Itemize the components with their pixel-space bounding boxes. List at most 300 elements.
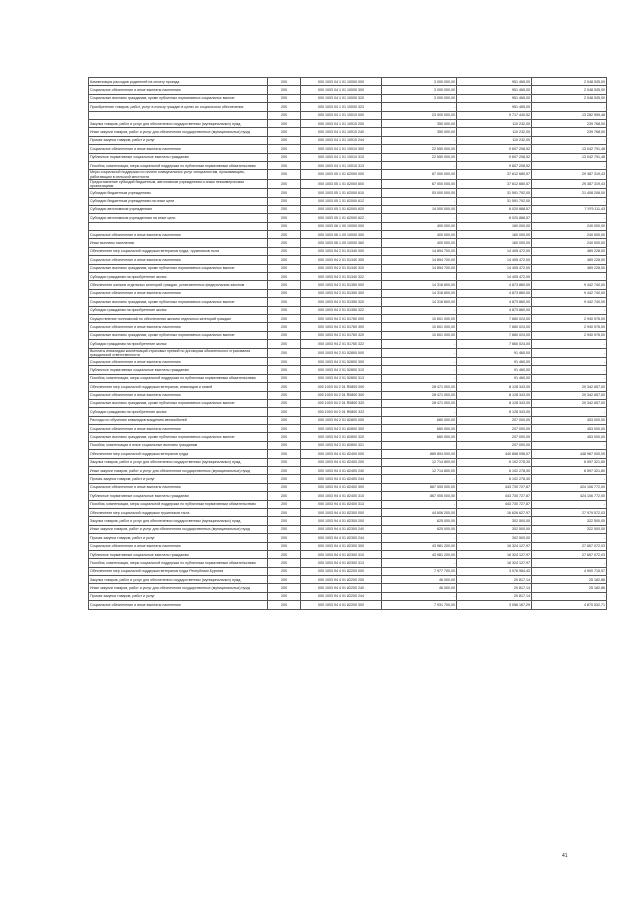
row-code: 200 — [268, 467, 301, 475]
row-assigned: - — [382, 592, 457, 600]
row-code: 200 — [268, 348, 301, 357]
row-code: 200 — [268, 559, 301, 567]
row-assigned: 14 316 600,00 — [382, 289, 457, 297]
row-code: 200 — [268, 475, 301, 483]
row-remaining: - — [532, 161, 607, 169]
table-row — [89, 306, 607, 314]
row-kbk: 000 1003 05 1 01 62000 000 — [301, 170, 382, 179]
row-code: 200 — [268, 119, 301, 127]
table-row — [89, 331, 607, 339]
row-assigned: 660 000,00 — [382, 416, 457, 424]
row-kbk: 000 1003 94 4 01 82400 000 — [301, 450, 382, 458]
row-executed: 3 076 984,43 — [457, 567, 532, 575]
row-name: Субсидии автономным учреждениям на иные цели — [89, 214, 268, 222]
row-kbk: 000 1003 94 4 01 82300 300 — [301, 542, 382, 550]
row-code: 200 — [268, 145, 301, 153]
row-kbk: 000 1003 94 4 01 82400 313 — [301, 500, 382, 508]
row-assigned: - — [382, 136, 457, 144]
row-code: 200 — [268, 197, 301, 205]
row-name: Социальные выплаты гражданам, кроме публичных нормативных социальных выплат — [89, 331, 268, 339]
row-assigned: - — [382, 475, 457, 483]
table-row — [89, 492, 607, 500]
row-remaining: - — [532, 592, 607, 600]
row-name: Социальное обеспечение и иные выплаты населению — [89, 391, 268, 399]
row-kbk: 000 1003 05 1 01 62000 622 — [301, 214, 382, 222]
row-code: 200 — [268, 416, 301, 424]
row-assigned: - — [382, 534, 457, 542]
row-kbk: 000 1003 94 4 01 82400 240 — [301, 467, 382, 475]
table-row — [89, 576, 607, 584]
row-executed: 8 128 343,00 — [457, 391, 532, 399]
table-row — [89, 273, 607, 281]
row-assigned: 14 894 700,00 — [382, 256, 457, 264]
row-code: 200 — [268, 441, 301, 449]
row-remaining: - — [532, 374, 607, 382]
row-remaining: 2 940 976,00 — [532, 331, 607, 339]
row-code: 200 — [268, 500, 301, 508]
table-row — [89, 170, 607, 179]
row-name: Выплаты инвалидам компенсаций страховых премий по договорам обязательного страхования гражданской ответственности — [89, 348, 268, 357]
row-assigned: 867 005 000,00 — [382, 483, 457, 491]
table-row — [89, 391, 607, 399]
row-executed: 207 000,00 — [457, 441, 532, 449]
table-row — [89, 567, 607, 575]
row-remaining: 489 228,00 — [532, 247, 607, 255]
row-remaining: 453 000,00 — [532, 425, 607, 433]
row-executed: 31 591 792,00 — [457, 189, 532, 197]
row-name: Субсидии гражданам на приобретение жилья — [89, 306, 268, 314]
row-kbk: 000 1003 94 4 01 82400 300 — [301, 483, 382, 491]
row-remaining: 489 228,00 — [532, 264, 607, 272]
row-executed: 4 873 860,00 — [457, 281, 532, 289]
row-executed: 14 405 472,00 — [457, 273, 532, 281]
row-name: Публичные нормативные социальные выплаты гражданам — [89, 153, 268, 161]
row-assigned: 28 471 000,00 — [382, 391, 457, 399]
row-name: Закупка товаров, работ и услуг для обеспечения государственных (муниципальных) нужд — [89, 458, 268, 466]
row-kbk: 000 1003 94 2 01 51340 000 — [301, 247, 382, 255]
row-executed: 9 607 208,52 — [457, 161, 532, 169]
row-remaining: - — [532, 357, 607, 365]
row-code: 200 — [268, 450, 301, 458]
row-name: Публичные нормативные социальные выплаты гражданам — [89, 366, 268, 374]
row-assigned: 889 894 000,00 — [382, 450, 457, 458]
row-assigned: - — [382, 500, 457, 508]
table-row — [89, 550, 607, 558]
row-executed: 6 102 278,30 — [457, 475, 532, 483]
row-kbk: 000 1003 94 2 01 51350 000 — [301, 281, 382, 289]
row-remaining: 6 597 321,80 — [532, 467, 607, 475]
row-name: Обеспечение жильем отдельных категорий граждан, установленных федеральным законом — [89, 281, 268, 289]
row-executed: 207 000,00 — [457, 416, 532, 424]
row-executed: 110 232,00 — [457, 128, 532, 136]
row-assigned: 3 000 000,00 — [382, 86, 457, 94]
row-name: Расходы по обучению инвалидов вождению автомобилей — [89, 416, 268, 424]
row-name: Прочая закупка товаров, работ и услуг — [89, 534, 268, 542]
row-name: Меры социальной поддержки по оплате коммунальных услуг специалистам, проживающим, работающим в сельской местности — [89, 170, 268, 179]
row-executed: 14 405 472,00 — [457, 256, 532, 264]
row-remaining: 2 048 535,00 — [532, 78, 607, 86]
row-code: 200 — [268, 366, 301, 374]
row-remaining: - — [532, 340, 607, 348]
row-assigned: 23 000 000,00 — [382, 111, 457, 119]
row-kbk: 000 1003 94 4 01 82300 000 — [301, 508, 382, 516]
row-kbk: 000 1003 04 1 01 10000 323 — [301, 103, 382, 111]
row-assigned: 12 714 800,00 — [382, 467, 457, 475]
row-remaining: 240 000,00 — [532, 239, 607, 247]
row-executed: 443 730 727,87 — [457, 483, 532, 491]
table-row — [89, 592, 607, 600]
row-code: 200 — [268, 103, 301, 111]
row-name: Социальное обеспечение и иные выплаты населению — [89, 323, 268, 331]
table-row — [89, 416, 607, 424]
row-assigned: 400 000,00 — [382, 222, 457, 230]
row-name: Социальное обеспечение и иные выплаты населению — [89, 145, 268, 153]
row-name: Пособия, компенсации, меры социальной поддержки по публичным нормативным обязательствам — [89, 374, 268, 382]
row-assigned: 400 000,00 — [382, 239, 457, 247]
row-kbk: 000 1003 94 2 01 82800 321 — [301, 441, 382, 449]
row-assigned: 67 000 000,00 — [382, 179, 457, 188]
table-row — [89, 111, 607, 119]
row-remaining: 13 042 791,48 — [532, 153, 607, 161]
row-remaining: 29 387 319,43 — [532, 170, 607, 179]
row-code: 200 — [268, 273, 301, 281]
row-name: Субсидии гражданам на приобретение жилья — [89, 273, 268, 281]
table-row — [89, 517, 607, 525]
row-executed: 160 000,00 — [457, 231, 532, 239]
row-remaining: 2 048 535,00 — [532, 94, 607, 102]
table-row — [89, 467, 607, 475]
row-code: 200 — [268, 391, 301, 399]
row-kbk: 000 1003 04 1 01 10010 244 — [301, 136, 382, 144]
row-kbk: 000 1003 04 1 01 10010 240 — [301, 128, 382, 136]
table-row — [89, 348, 607, 357]
table-row — [89, 298, 607, 306]
row-name: Закупка товаров, работ и услуг для обеспечения государственных (муниципальных) нужд — [89, 576, 268, 584]
table-row — [89, 542, 607, 550]
row-name: Социальное обеспечение и иные выплаты населению — [89, 86, 268, 94]
row-remaining: 4 875 532,71 — [532, 601, 607, 609]
row-kbk: 000 1003 94 2 01 52800 313 — [301, 374, 382, 382]
row-code: 200 — [268, 214, 301, 222]
row-name: Субсидии бюджетным учреждениям — [89, 189, 268, 197]
row-assigned: - — [382, 348, 457, 357]
row-kbk: 000 1003 04 1 01 10010 200 — [301, 119, 382, 127]
table-row — [89, 119, 607, 127]
row-code: 200 — [268, 525, 301, 533]
row-assigned: - — [382, 408, 457, 416]
row-name: Иные закупки товаров, работ и услуг для обеспечения государственных (муниципальных) нужд — [89, 128, 268, 136]
row-code: 200 — [268, 550, 301, 558]
row-executed: 302 500,00 — [457, 525, 532, 533]
row-remaining: - — [532, 534, 607, 542]
row-executed: 160 000,00 — [457, 222, 532, 230]
row-executed: 207 000,00 — [457, 433, 532, 441]
row-code: 200 — [268, 153, 301, 161]
table-row — [89, 475, 607, 483]
table-row — [89, 559, 607, 567]
row-kbk: 000 1003 94 4 01 82200 300 — [301, 601, 382, 609]
row-kbk: 000 1003 94 4 01 82200 244 — [301, 592, 382, 600]
table-row — [89, 197, 607, 205]
row-code: 200 — [268, 584, 301, 592]
row-executed: 91 460,00 — [457, 357, 532, 365]
row-name: Компенсация расходов родителей на оплату проезда — [89, 78, 268, 86]
row-executed: 14 405 472,00 — [457, 247, 532, 255]
row-name: Публичные нормативные социальные выплаты гражданам — [89, 492, 268, 500]
row-name: Социальное обеспечение и иные выплаты населению — [89, 542, 268, 550]
row-remaining: 2 940 976,00 — [532, 314, 607, 322]
row-executed: 4 873 860,00 — [457, 306, 532, 314]
table-row — [89, 408, 607, 416]
row-remaining: 13 042 791,48 — [532, 145, 607, 153]
row-executed: 6 020 888,57 — [457, 205, 532, 213]
row-kbk: 000 1003 05 1 01 62000 610 — [301, 189, 382, 197]
row-remaining: 27 657 072,03 — [532, 550, 607, 558]
row-assigned: 43 981 200,00 — [382, 542, 457, 550]
row-executed: 110 232,00 — [457, 119, 532, 127]
row-kbk: 000 1003 04 1 01 10010 313 — [301, 161, 382, 169]
table-row — [89, 161, 607, 169]
row-assigned: 43 981 200,00 — [382, 550, 457, 558]
row-name: Социальные выплаты гражданам, кроме публичных нормативных социальных выплат — [89, 264, 268, 272]
table-row — [89, 374, 607, 382]
row-kbk: 000 1003 94 4 01 82400 244 — [301, 475, 382, 483]
row-executed: 8 128 343,00 — [457, 383, 532, 391]
row-name: Социальное обеспечение и иные выплаты населению — [89, 357, 268, 365]
row-remaining: - — [532, 500, 607, 508]
row-assigned: 867 005 000,00 — [382, 492, 457, 500]
row-remaining: 6 597 321,80 — [532, 458, 607, 466]
row-kbk: 000 1003 94 4 01 82400 310 — [301, 492, 382, 500]
row-assigned: 14 316 600,00 — [382, 298, 457, 306]
row-code: 200 — [268, 94, 301, 102]
row-executed: 91 460,00 — [457, 348, 532, 357]
table-row — [89, 601, 607, 609]
row-executed: 16 626 627,97 — [457, 508, 532, 516]
row-assigned: 14 894 700,00 — [382, 247, 457, 255]
row-code: 200 — [268, 425, 301, 433]
row-assigned: - — [382, 103, 457, 111]
row-executed: 9 607 208,52 — [457, 153, 532, 161]
row-code: 200 — [268, 408, 301, 416]
table-row — [89, 366, 607, 374]
row-kbk: 000 1003 94 4 01 82200 200 — [301, 576, 382, 584]
row-assigned: 14 894 700,00 — [382, 264, 457, 272]
row-kbk: 000 1003 94 2 01 82800 320 — [301, 433, 382, 441]
table-row — [89, 458, 607, 466]
row-name: Прочая закупка товаров, работ и услуг — [89, 592, 268, 600]
row-kbk: 000 1003 94 2 01 52800 300 — [301, 357, 382, 365]
row-name: Пособия, компенсации и иные социальные выплаты гражданам — [89, 441, 268, 449]
row-kbk: 000 1003 94 2 01 52800 310 — [301, 366, 382, 374]
row-name: Субсидии гражданам на приобретение жилья — [89, 408, 268, 416]
row-remaining: 453 000,00 — [532, 433, 607, 441]
row-assigned: - — [382, 366, 457, 374]
row-assigned: 28 471 000,00 — [382, 383, 457, 391]
row-assigned: 46 000,00 — [382, 584, 457, 592]
row-remaining: 240 000,00 — [532, 222, 607, 230]
row-kbk: 000 1003 04 1 01 10010 310 — [301, 153, 382, 161]
table-row — [89, 383, 607, 391]
row-kbk: 000 1003 94 4 01 82300 244 — [301, 534, 382, 542]
table-row — [89, 231, 607, 239]
row-assigned: 400 000,00 — [382, 231, 457, 239]
row-name: Субсидии автономным учреждениям — [89, 205, 268, 213]
row-executed: 160 000,00 — [457, 239, 532, 247]
row-kbk: 000 1003 94 4 01 82400 200 — [301, 458, 382, 466]
row-executed: 16 324 127,97 — [457, 550, 532, 558]
row-code: 200 — [268, 128, 301, 136]
row-kbk: 000 1003 94 2 01 51760 320 — [301, 331, 382, 339]
table-row — [89, 205, 607, 213]
table-row — [89, 247, 607, 255]
row-name: Осуществление полномочий по обеспечению жильем отдельных категорий граждан — [89, 314, 268, 322]
table-row — [89, 441, 607, 449]
row-code: 200 — [268, 170, 301, 179]
row-executed: 302 500,00 — [457, 517, 532, 525]
row-kbk: 000 1003 94 2 01 R0800 320 — [301, 399, 382, 407]
row-assigned: 10 601 000,00 — [382, 331, 457, 339]
row-code: 200 — [268, 189, 301, 197]
row-executed: 7 660 024,00 — [457, 331, 532, 339]
row-code: 200 — [268, 78, 301, 86]
table-row — [89, 239, 607, 247]
row-name: Социальные выплаты гражданам, кроме публичных нормативных социальных выплат — [89, 433, 268, 441]
row-remaining: - — [532, 559, 607, 567]
row-remaining: - — [532, 103, 607, 111]
row-executed: 6 102 278,30 — [457, 458, 532, 466]
row-name: Закупка товаров, работ и услуг для обеспечения государственных (муниципальных) нужд — [89, 119, 268, 127]
row-name: Приобретение товаров, работ, услуг в пользу граждан в целях их социального обеспечения — [89, 103, 268, 111]
row-remaining: 7 979 111,43 — [532, 205, 607, 213]
row-executed: 3 056 167,29 — [457, 601, 532, 609]
row-executed: 31 591 792,00 — [457, 197, 532, 205]
row-assigned: 44 606 200,00 — [382, 508, 457, 516]
row-assigned: - — [382, 357, 457, 365]
row-executed: 440 858 096,07 — [457, 450, 532, 458]
row-name: Иные закупки товаров, работ и услуг для обеспечения государственных (муниципальных) нужд — [89, 584, 268, 592]
row-kbk: 000 1003 05 1 01 62000 600 — [301, 179, 382, 188]
table-row — [89, 281, 607, 289]
table-row — [89, 357, 607, 365]
table-row — [89, 323, 607, 331]
row-executed: 16 324 127,97 — [457, 559, 532, 567]
row-kbk: 000 1003 06 1 00 10000 300 — [301, 231, 382, 239]
table-row — [89, 289, 607, 297]
row-assigned: - — [382, 374, 457, 382]
row-code: 200 — [268, 281, 301, 289]
row-code: 200 — [268, 433, 301, 441]
row-executed: 14 405 472,00 — [457, 264, 532, 272]
table-row — [89, 103, 607, 111]
row-remaining: 322 500,00 — [532, 525, 607, 533]
table-row — [89, 508, 607, 516]
row-kbk: 000 1003 05 1 01 62000 620 — [301, 205, 382, 213]
row-kbk: 000 1003 94 2 01 51340 300 — [301, 256, 382, 264]
row-name: Социальные выплаты гражданам, кроме публичных нормативных социальных выплат — [89, 399, 268, 407]
row-executed: 20 817,14 — [457, 584, 532, 592]
page-number: 41 — [562, 853, 568, 859]
row-assigned: 22 650 000,00 — [382, 145, 457, 153]
row-remaining: 9 442 740,00 — [532, 289, 607, 297]
row-executed: 302 500,00 — [457, 534, 532, 542]
table-row — [89, 483, 607, 491]
row-assigned: 12 714 800,00 — [382, 458, 457, 466]
row-assigned: 53 000 000,00 — [382, 189, 457, 197]
row-kbk: 000 1003 04 1 01 10000 000 — [301, 78, 382, 86]
row-assigned: - — [382, 441, 457, 449]
table-row — [89, 128, 607, 136]
row-code: 200 — [268, 542, 301, 550]
row-executed: 6 102 278,30 — [457, 467, 532, 475]
row-name — [89, 222, 268, 230]
table-row — [89, 78, 607, 86]
row-code: 200 — [268, 517, 301, 525]
row-assigned: 660 000,00 — [382, 433, 457, 441]
row-remaining: 424 106 772,00 — [532, 492, 607, 500]
row-name: Пособия, компенсации, меры социальной поддержки по публичным нормативным обязательствам — [89, 559, 268, 567]
row-kbk: 000 1003 94 2 01 51340 322 — [301, 273, 382, 281]
row-name: Иные закупки товаров, работ и услуг для обеспечения государственных (муниципальных) нужд — [89, 467, 268, 475]
row-executed: 207 000,00 — [457, 425, 532, 433]
row-remaining: 27 657 072,03 — [532, 542, 607, 550]
row-code: 200 — [268, 340, 301, 348]
row-assigned: - — [382, 197, 457, 205]
table-row — [89, 433, 607, 441]
row-kbk: 000 1003 94 2 01 51350 322 — [301, 306, 382, 314]
row-name: Социальные выплаты гражданам, кроме публичных нормативных социальных выплат — [89, 94, 268, 102]
row-kbk: 000 1003 94 2 01 51350 300 — [301, 289, 382, 297]
row-assigned: 22 650 000,00 — [382, 153, 457, 161]
row-remaining: - — [532, 475, 607, 483]
row-executed: 37 612 680,57 — [457, 170, 532, 179]
table-row — [89, 525, 607, 533]
row-name: Закупка товаров, работ и услуг для обеспечения государственных (муниципальных) нужд — [89, 517, 268, 525]
table-row — [89, 153, 607, 161]
row-kbk: 000 1003 94 4 01 82300 240 — [301, 525, 382, 533]
row-executed: 110 232,00 — [457, 136, 532, 144]
row-kbk: 000 1003 94 2 01 R0800 322 — [301, 408, 382, 416]
row-code: 200 — [268, 111, 301, 119]
row-code: 200 — [268, 534, 301, 542]
table-row — [89, 450, 607, 458]
row-remaining: - — [532, 306, 607, 314]
row-remaining: 240 000,00 — [532, 231, 607, 239]
row-executed: 443 730 727,87 — [457, 500, 532, 508]
row-code: 200 — [268, 357, 301, 365]
row-remaining: - — [532, 197, 607, 205]
row-code: 200 — [268, 161, 301, 169]
row-kbk: 000 1003 05 1 01 62000 612 — [301, 197, 382, 205]
row-kbk: 000 1003 94 4 01 82200 240 — [301, 584, 382, 592]
row-executed: 4 873 860,00 — [457, 298, 532, 306]
row-executed: 9 607 208,52 — [457, 145, 532, 153]
row-code: 200 — [268, 179, 301, 188]
row-kbk: 000 1003 94 2 01 82800 300 — [301, 425, 382, 433]
row-kbk: 000 1003 94 2 01 51340 320 — [301, 264, 382, 272]
row-name: Предоставление субсидий бюджетным, автономным учреждениям и иным некоммерческим организациям — [89, 179, 268, 188]
row-kbk: 000 1003 94 4 01 82300 310 — [301, 550, 382, 558]
row-remaining: - — [532, 441, 607, 449]
row-assigned: 7 931 700,00 — [382, 601, 457, 609]
table-row — [89, 94, 607, 102]
row-name: Иные закупки товаров, работ и услуг для обеспечения государственных (муниципальных) нужд — [89, 525, 268, 533]
row-name: Субсидии бюджетным учреждениям на иные цели — [89, 197, 268, 205]
table-row — [89, 340, 607, 348]
row-name: Обеспечение мер социальной поддержки ветеранов труда, тружеников тыла — [89, 247, 268, 255]
row-kbk: 000 1003 06 1 00 10000 000 — [301, 222, 382, 230]
row-remaining: - — [532, 214, 607, 222]
